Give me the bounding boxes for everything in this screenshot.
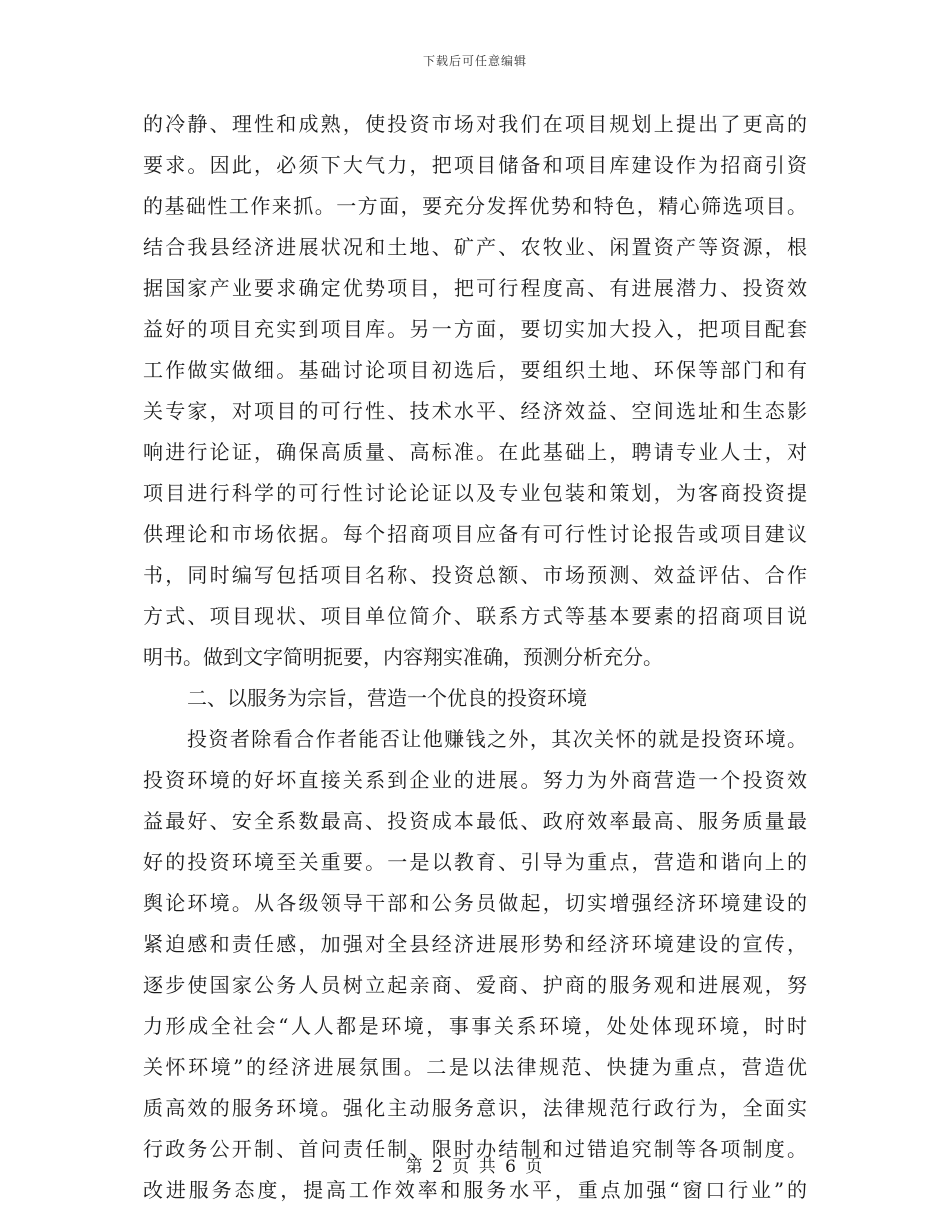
paragraph-line: 力形成全社会“人人都是环境，事事关系环境，处处体现环境，时时 xyxy=(143,1014,807,1038)
paragraph-line: 紧迫感和责任感，加强对全县经济进展形势和经济环境建设的宣传， xyxy=(143,932,807,956)
paragraph-line: 供理论和市场依据。每个招商项目应备有可行性讨论报告或项目建议 xyxy=(143,522,807,546)
section-heading: 二、以服务为宗旨，营造一个优良的投资环境 xyxy=(187,686,587,710)
paragraph-line: 的基础性工作来抓。一方面，要充分发挥优势和特色，精心筛选项目。 xyxy=(143,194,807,218)
paragraph-line: 质高效的服务环境。强化主动服务意识，法律规范行政行为，全面实 xyxy=(143,1096,807,1120)
paragraph-line: 书，同时编写包括项目名称、投资总额、市场预测、效益评估、合作 xyxy=(143,563,807,587)
document-body xyxy=(143,104,807,1211)
page-number-footer: 第 2 页 共 6 页 xyxy=(405,1157,545,1177)
paragraph-line: 关专家，对项目的可行性、技术水平、经济效益、空间选址和生态影 xyxy=(143,399,807,423)
paragraph-line: 要求。因此，必须下大气力，把项目储备和项目库建设作为招商引资 xyxy=(143,153,807,177)
page-header: 下载后可任意编辑 xyxy=(422,54,527,68)
paragraph-line: 关怀环境”的经济进展氛围。二是以法律规范、快捷为重点，营造优 xyxy=(143,1055,807,1079)
paragraph-line: 工作做实做细。基础讨论项目初选后，要组织土地、环保等部门和有 xyxy=(143,358,807,382)
paragraph-line: 投资者除看合作者能否让他赚钱之外，其次关怀的就是投资环境。 xyxy=(187,727,807,751)
paragraph-line: 方式、项目现状、项目单位简介、联系方式等基本要素的招商项目说 xyxy=(143,604,807,628)
paragraph-line: 结合我县经济进展状况和土地、矿产、农牧业、闲置资产等资源，根 xyxy=(143,235,807,259)
paragraph-line: 的冷静、理性和成熟，使投资市场对我们在项目规划上提出了更高的 xyxy=(143,112,807,136)
paragraph-line: 益最好、安全系数最高、投资成本最低、政府效率最高、服务质量最 xyxy=(143,809,807,833)
paragraph-line: 逐步使国家公务人员树立起亲商、爱商、护商的服务观和进展观，努 xyxy=(143,973,807,997)
paragraph-line: 响进行论证，确保高质量、高标准。在此基础上，聘请专业人士，对 xyxy=(143,440,807,464)
paragraph-line: 改进服务态度，提高工作效率和服务水平，重点加强“窗口行业”的 xyxy=(143,1178,807,1202)
paragraph-line: 明书。做到文字简明扼要，内容翔实准确，预测分析充分。 xyxy=(143,645,663,669)
paragraph-line: 据国家产业要求确定优势项目，把可行程度高、有进展潜力、投资效 xyxy=(143,276,807,300)
paragraph-line: 好的投资环境至关重要。一是以教育、引导为重点，营造和谐向上的 xyxy=(143,850,807,874)
paragraph-line: 舆论环境。从各级领导干部和公务员做起，切实增强经济环境建设的 xyxy=(143,891,807,915)
paragraph-line: 项目进行科学的可行性讨论论证以及专业包装和策划，为客商投资提 xyxy=(143,481,807,505)
paragraph-line: 益好的项目充实到项目库。另一方面，要切实加大投入，把项目配套 xyxy=(143,317,807,341)
paragraph-line: 行政务公开制、首问责任制、限时办结制和过错追究制等各项制度。 xyxy=(143,1137,807,1161)
paragraph-line: 投资环境的好坏直接关系到企业的进展。努力为外商营造一个投资效 xyxy=(143,768,807,792)
